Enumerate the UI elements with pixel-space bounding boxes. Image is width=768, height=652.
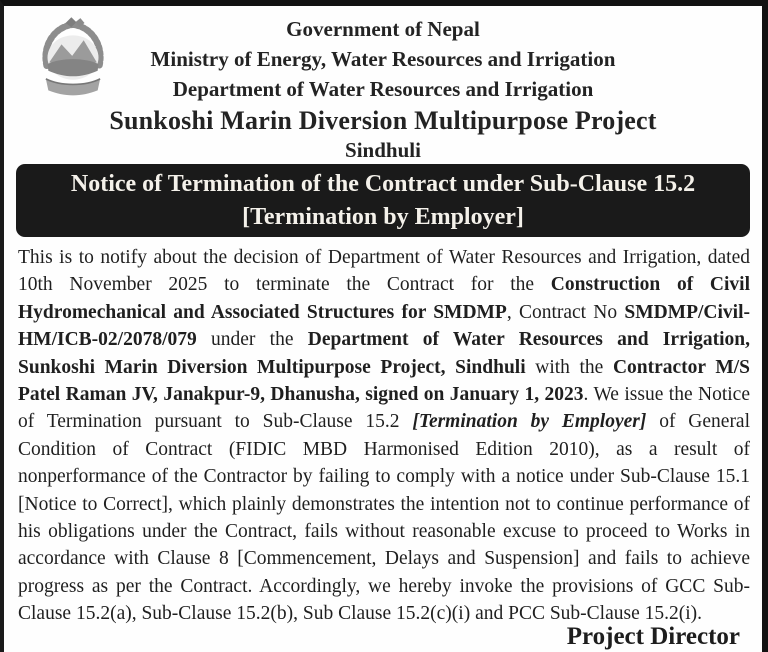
body-text-segment: SMDMP/Civil-HM/ICB-02/2078/079 [18,301,750,351]
notice-title-line2: [Termination by Employer] [242,203,524,230]
body-text-segment: This is to notify about the decision of Department of Water Resources and Irrigation, dated 10th November 2025 to terminate the Contract for the [18,247,750,296]
header-line-department: Department of Water Resources and Irrigation [172,77,594,101]
header-line-district: Sindhuli [345,138,421,162]
notice-title-line1: Notice of Termination of the Contract under Sub-Clause 15.2 [70,170,696,197]
notice-body-paragraph [18,244,750,628]
body-text-segment: , Contract No [506,301,625,323]
body-text-segment: Department of Water Resources and Irrigation, Sunkoshi Marin Diversion Multipurpose Project, Sindhuli [18,329,750,378]
header-line-project: Sunkoshi Marin Diversion Multipurpose Project [109,106,657,135]
body-text-segment: Construction of Civil Hydromechanical and Associated Structures for SMDMP [18,274,750,323]
nepal-emblem-logo [36,12,110,108]
body-text-segment: Contractor M/S Patel Raman JV, Janakpur-9, Dhanusha, signed on January 1, 2023 [18,356,750,406]
signature-project-director: Project Director [566,623,740,650]
body-text-segment: [Termination by Employer] [412,411,647,433]
body-text-segment: under the [196,329,308,351]
header-line-government: Government of Nepal [286,17,480,41]
body-text-segment: with the [525,356,613,378]
notice-title-banner [16,164,750,237]
document-header [4,6,762,164]
header-line-ministry: Ministry of Energy, Water Resources and Irrigation [150,47,616,71]
body-text-segment: . We issue the Notice of Termination pursuant to Sub-Clause 15.2 [18,384,750,433]
body-text-segment: of General Condition of Contract (FIDIC MBD Harmonised Edition 2010), as a result of nonperformance of the Contractor by failing to comply with a notice under Sub-Clause 15.1 [Notice to Correct], which plainly demonstrates the intention not to continue performance of his obligations under the Contract, fails without reasonable excuse to proceed to Works in accordance with Clause 8 [Commencement, Delays and Suspension] and fails to achieve progress as per the Contract. Accordingly, we hereby invoke the provisions of GCC Sub-Clause 15.2(a), Sub-Clause 15.2(b), Sub Clause 15.2(c)(i) and PCC Sub-Clause 15.2(i). [18,411,751,625]
nepal-emblem-icon [36,12,110,108]
